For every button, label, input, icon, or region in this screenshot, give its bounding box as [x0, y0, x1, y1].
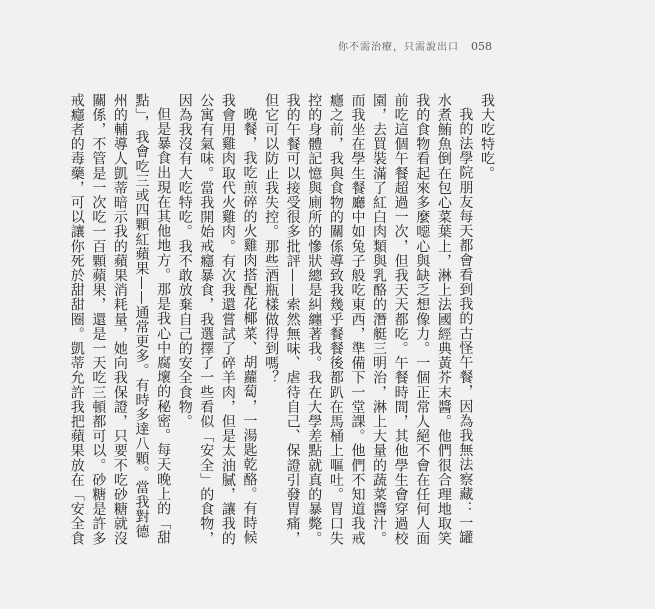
paragraph: 我大吃特吃。: [479, 93, 495, 181]
paragraph: 但是暴食出現在其他地方。那是我心中腐壞的秘密。每天晚上的「甜點」，我會吃三或四顆紅蘋果——通常更多。有時多達八顆。當我對德州的輔導人凱蒂暗示我的蘋果消耗量，她向我保證，只要不吃砂糖就沒關係，不管是一次吃一百顆蘋果，還是一天吃三頓都可以。砂糖是許多戒癮者的毒藥，可以讓你死於甜甜圈。凱蒂允許我把蘋果放在「安全食: [68, 93, 172, 546]
paragraph: 我的法學院朋友每天都會看到我的古怪午餐，因為我無法察藏：一罐水煮鮪魚倒在包心菜葉上，淋上法國經典黃芥末醬。他們很合理地取笑我的食物看起來多麼噁心與缺乏想像力。一個正常人絕不會在任何人面前吃這個午餐超過一次，但我天天都吃。午餐時間，其他學生會穿過校園，去買裝滿了紅白肉類與乳酪的潛艇三明治，淋上大量的蔬菜醬汁。而我坐在學生餐廳中如兔子般吃東西，準備下一堂課。他們不知道我戒癮之前，我與食物的關係導致我幾乎餐餐後都趴在馬桶上嘔吐。胃口失控的身體記憶與廁所的慘狀總是糾纏著我。我在大學差點就真的暴斃。我的午餐可以接受很多批評——索然無味、虐待自己、保證引發胃痛，但它可以防止我失控。那些酒瓶樣做得到嗎？: [263, 93, 474, 546]
body-text: [68, 93, 497, 548]
paragraph: 晚餐，我吃煎碎的火雞肉搭配花椰菜、胡蘿蔔，一湯匙乾酪。有時候我會用雞肉取代火雞肉。有次我還嘗試了碎羊肉，但是太油膩，讓我的公寓有氣味。當我開始戒癮暴食，我選擇了一些看似「安全」的食物，因為我沒有大吃特吃。我不敢放棄自己的安全食物。: [176, 93, 258, 546]
page-number: 058: [471, 40, 492, 53]
running-title: 你不需治療，只需說出口: [338, 42, 459, 53]
page-header: [338, 38, 492, 53]
